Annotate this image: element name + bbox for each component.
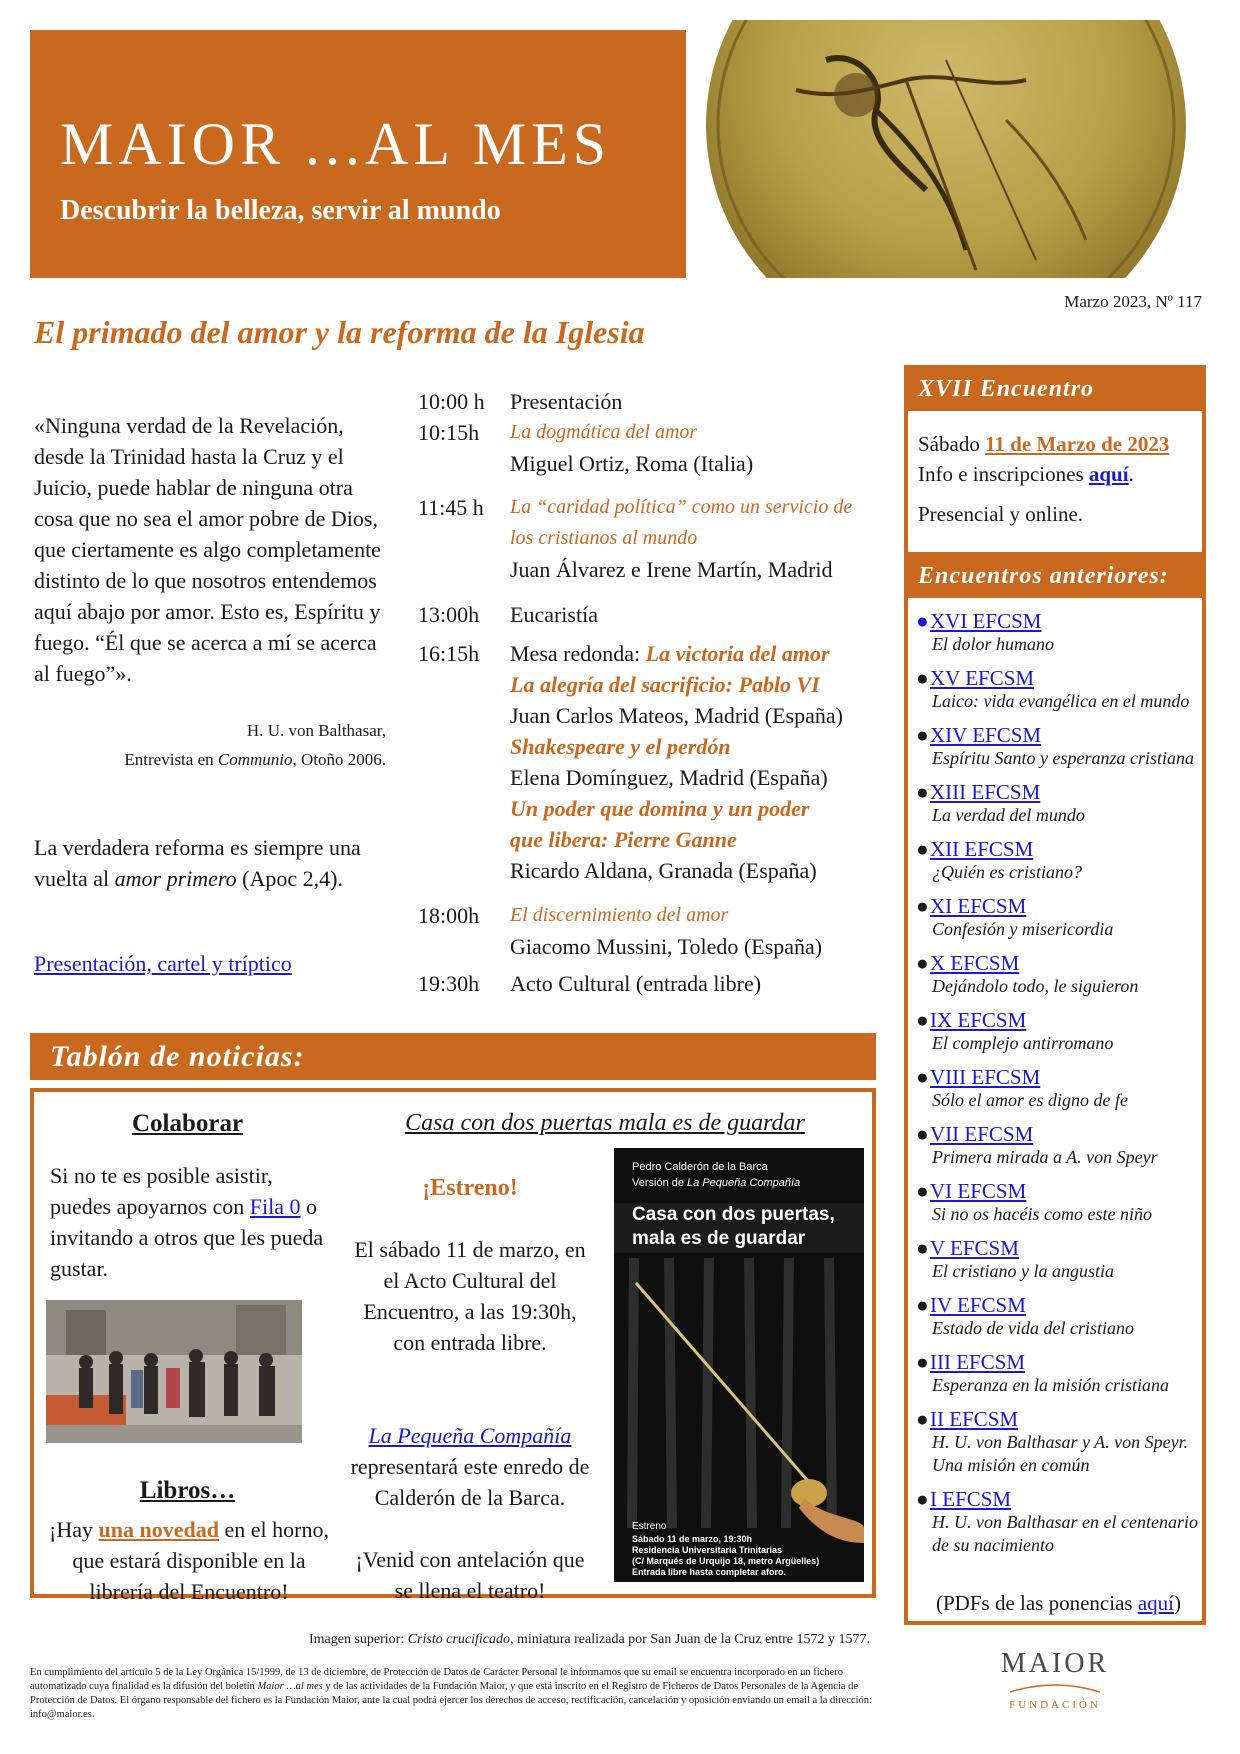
previous-encuentro-item xyxy=(916,1350,1201,1397)
previous-encuentro-desc: Si no os hacéis como este niño xyxy=(932,1204,1152,1224)
poster-line: Entrada libre hasta completar aforo. xyxy=(632,1567,787,1577)
bullet-icon: ● xyxy=(916,609,929,633)
logo-main: MAIOR xyxy=(1000,1648,1110,1679)
image-credit: Imagen superior: Cristo crucificado, miniatura realizada por San Juan de la Cruz entre 1572 y 1577. xyxy=(308,1632,870,1647)
previous-encuentros-list xyxy=(916,609,1201,1567)
quote-author: H. U. von Balthasar, xyxy=(246,721,386,740)
previous-encuentro-desc: Confesión y misericordia xyxy=(932,919,1114,939)
pdf-link[interactable]: aquí xyxy=(1137,1591,1174,1615)
audience-photo xyxy=(46,1300,302,1443)
colaborar-title: Colaborar xyxy=(131,1110,244,1137)
pdf-line: (PDFs de las ponencias aquí) xyxy=(936,1591,1181,1615)
colaborar-text: Si no te es posible asistir, puedes apoyarnos con Fila 0 o invitando a otros que les pueda gustar. xyxy=(50,1163,324,1281)
previous-encuentro-desc: La verdad del mundo xyxy=(932,805,1085,825)
bullet-icon: ● xyxy=(916,1407,929,1431)
previous-encuentro-link[interactable]: XIII EFCSM xyxy=(930,780,1041,804)
previous-encuentro-desc: Estado de vida del cristiano xyxy=(932,1318,1134,1338)
casa-title: Casa con dos puertas mala es de guardar xyxy=(405,1110,805,1136)
previous-encuentro-link[interactable]: XI EFCSM xyxy=(930,894,1027,918)
previous-encuentro-desc: Dejándolo todo, le siguieron xyxy=(932,976,1139,996)
encuentro-info: Sábado 11 de Marzo de 2023 Info e inscripciones aquí. Presencial y online. xyxy=(918,432,1170,526)
previous-encuentro-desc: ¿Quién es cristiano? xyxy=(932,862,1082,882)
previous-encuentro-link[interactable]: XIV EFCSM xyxy=(930,723,1042,747)
previous-encuentro-item xyxy=(916,780,1201,827)
previous-encuentro-item xyxy=(916,1487,1201,1557)
theatre-poster xyxy=(614,1148,864,1582)
previous-heading: Encuentros anteriores: xyxy=(908,556,1202,598)
previous-encuentro-desc: Sólo el amor es digno de fe xyxy=(932,1090,1128,1110)
novedad-link[interactable]: una novedad xyxy=(98,1517,219,1542)
bullet-icon: ● xyxy=(916,1008,929,1032)
previous-encuentro-item xyxy=(916,1236,1201,1283)
venid-text: ¡Venid con antelación que se llena el teatro! xyxy=(355,1547,585,1603)
previous-encuentro-link[interactable]: III EFCSM xyxy=(930,1350,1026,1374)
issue-date: Marzo 2023, Nº 117 xyxy=(1064,292,1202,311)
previous-encuentro-link[interactable]: XII EFCSM xyxy=(930,837,1034,861)
previous-encuentro-link[interactable]: V EFCSM xyxy=(930,1236,1019,1260)
previous-encuentro-desc: El cristiano y la angustia xyxy=(932,1261,1114,1281)
news-heading: Tablón de noticias: xyxy=(30,1033,876,1080)
inscription-link[interactable]: aquí xyxy=(1088,462,1129,486)
previous-encuentro-item xyxy=(916,1407,1201,1477)
bullet-icon: ● xyxy=(916,666,929,690)
previous-encuentro-item xyxy=(916,951,1201,998)
libros-title: Libros… xyxy=(139,1477,236,1504)
presentation-link[interactable]: Presentación, cartel y tríptico xyxy=(34,951,292,976)
header-banner xyxy=(30,30,686,278)
encuentro-heading: XVII Encuentro xyxy=(908,369,1202,411)
previous-encuentro-desc: H. U. von Balthasar y A. von Speyr. Una misión en común xyxy=(932,1432,1189,1475)
bullet-icon: ● xyxy=(916,837,929,861)
previous-encuentro-desc: H. U. von Balthasar en el centenario de su nacimiento xyxy=(932,1512,1198,1555)
bullet-icon: ● xyxy=(916,723,929,747)
previous-encuentro-item xyxy=(916,1008,1201,1055)
reform-text: La verdadera reforma es siempre una vuelta al amor primero (Apoc 2,4). xyxy=(34,835,361,891)
header-coin-image xyxy=(706,20,1211,278)
previous-encuentro-desc: Primera mirada a A. von Speyr xyxy=(932,1147,1158,1167)
maior-logo xyxy=(990,1640,1120,1720)
poster-line: Sábado 11 de marzo, 19:30h xyxy=(632,1534,753,1544)
poster-label: Estreno xyxy=(632,1521,667,1532)
compania-text: La Pequeña Compañía representará este enredo de Calderón de la Barca. xyxy=(350,1423,590,1510)
bullet-icon: ● xyxy=(916,1293,929,1317)
previous-encuentro-link[interactable]: XV EFCSM xyxy=(930,666,1035,690)
logo-sub: FUNDACIÓN xyxy=(1009,1699,1101,1711)
bullet-icon: ● xyxy=(916,1487,929,1511)
bullet-icon: ● xyxy=(916,1065,929,1089)
previous-encuentro-link[interactable]: XVI EFCSM xyxy=(930,609,1042,633)
poster-title-1: Casa con dos puertas, xyxy=(632,1204,835,1225)
fila0-link[interactable]: Fila 0 xyxy=(249,1194,301,1219)
bullet-icon: ● xyxy=(916,1236,929,1260)
previous-encuentro-item xyxy=(916,1065,1201,1112)
previous-encuentro-desc: El dolor humano xyxy=(932,634,1055,654)
bullet-icon: ● xyxy=(916,780,929,804)
previous-encuentro-link[interactable]: VII EFCSM xyxy=(930,1122,1034,1146)
estreno-label: ¡Estreno! xyxy=(422,1175,518,1201)
poster-author: Pedro Calderón de la Barca xyxy=(632,1161,768,1173)
main-title: El primado del amor y la reforma de la Iglesia xyxy=(34,314,645,350)
previous-encuentro-item xyxy=(916,666,1201,713)
previous-encuentro-item xyxy=(916,609,1201,656)
previous-encuentro-item xyxy=(916,1122,1201,1169)
previous-encuentro-desc: El complejo antirromano xyxy=(932,1033,1114,1053)
bullet-icon: ● xyxy=(916,1179,929,1203)
previous-encuentro-item xyxy=(916,723,1201,770)
poster-line: Residencia Universitaria Trinitarias xyxy=(632,1545,783,1555)
previous-encuentro-desc: Espíritu Santo y esperanza cristiana xyxy=(932,748,1194,768)
previous-encuentro-item xyxy=(916,837,1201,884)
bullet-icon: ● xyxy=(916,1122,929,1146)
poster-title-2: mala es de guardar xyxy=(632,1228,806,1249)
quote-source: Entrevista en Communio, Otoño 2006. xyxy=(124,750,386,769)
previous-encuentro-link[interactable]: IX EFCSM xyxy=(930,1008,1027,1032)
bullet-icon: ● xyxy=(916,1350,929,1374)
bullet-icon: ● xyxy=(916,951,929,975)
quote-attribution xyxy=(34,716,386,774)
previous-encuentro-link[interactable]: IV EFCSM xyxy=(930,1293,1026,1317)
previous-encuentro-link[interactable]: II EFCSM xyxy=(930,1407,1019,1431)
previous-encuentro-link[interactable]: VI EFCSM xyxy=(930,1179,1027,1203)
bullet-icon: ● xyxy=(916,894,929,918)
previous-encuentro-link[interactable]: VIII EFCSM xyxy=(930,1065,1041,1089)
newsletter-subtitle: Descubrir la belleza, servir al mundo xyxy=(60,195,501,226)
poster-version: Versión de La Pequeña Compañía xyxy=(632,1177,801,1189)
previous-encuentro-desc: Esperanza en la misión cristiana xyxy=(932,1375,1169,1395)
sidebar xyxy=(904,365,1206,1625)
previous-encuentro-item xyxy=(916,894,1201,941)
balthasar-quote: «Ninguna verdad de la Revelación, desde la Trinidad hasta la Cruz y el Juicio, puede hablar de ninguna otra cosa que no sea el amor pobre de Dios, que ciertamente es algo completamente distinto de lo que nosotros entendemos aquí abajo por amor. Esto es, Espíritu y fuego. “Él que se acerca a mí se acerca al fuego”». xyxy=(34,413,381,686)
previous-encuentro-link[interactable]: I EFCSM xyxy=(930,1487,1012,1511)
previous-encuentro-link[interactable]: X EFCSM xyxy=(930,951,1020,975)
legal-notice: En cumplimiento del artículo 5 de la Ley Orgánica 15/1999, de 13 de diciembre, de Protección de Datos de Carácter Personal le informamos que su email se encuentra incorporado en un fichero automatizado cuya finalidad es la difusión del boletín Maior …al mes y de las actividades de la Fundación Maior, y que está inscrito en el Registro de Ficheros de Datos Personales de la Agencia de Protección de Datos. El órgano responsable del fichero es la Fundación Maior, ante la cual podrá ejercer los derechos de acceso, rectificación, cancelación y oposición enviando un email a la dirección: info@maior.es. xyxy=(30,1667,872,1720)
compania-link[interactable]: La Pequeña Compañía xyxy=(368,1423,572,1448)
previous-encuentro-item xyxy=(916,1179,1201,1226)
previous-encuentro-desc: Laico: vida evangélica en el mundo xyxy=(932,691,1190,711)
libros-text: ¡Hay una novedad en el horno, que estará disponible en la librería del Encuentro! xyxy=(49,1517,329,1604)
poster-line: (C/ Marqués de Urquijo 18, metro Argüelles) xyxy=(632,1556,820,1566)
newsletter-title: MAIOR ...AL MES xyxy=(60,111,612,177)
encuentro-date-link[interactable]: 11 de Marzo de 2023 xyxy=(985,432,1170,456)
previous-encuentro-item xyxy=(916,1293,1201,1340)
casa-text: El sábado 11 de marzo, en el Acto Cultural del Encuentro, a las 19:30h, con entrada libre. xyxy=(354,1237,586,1355)
